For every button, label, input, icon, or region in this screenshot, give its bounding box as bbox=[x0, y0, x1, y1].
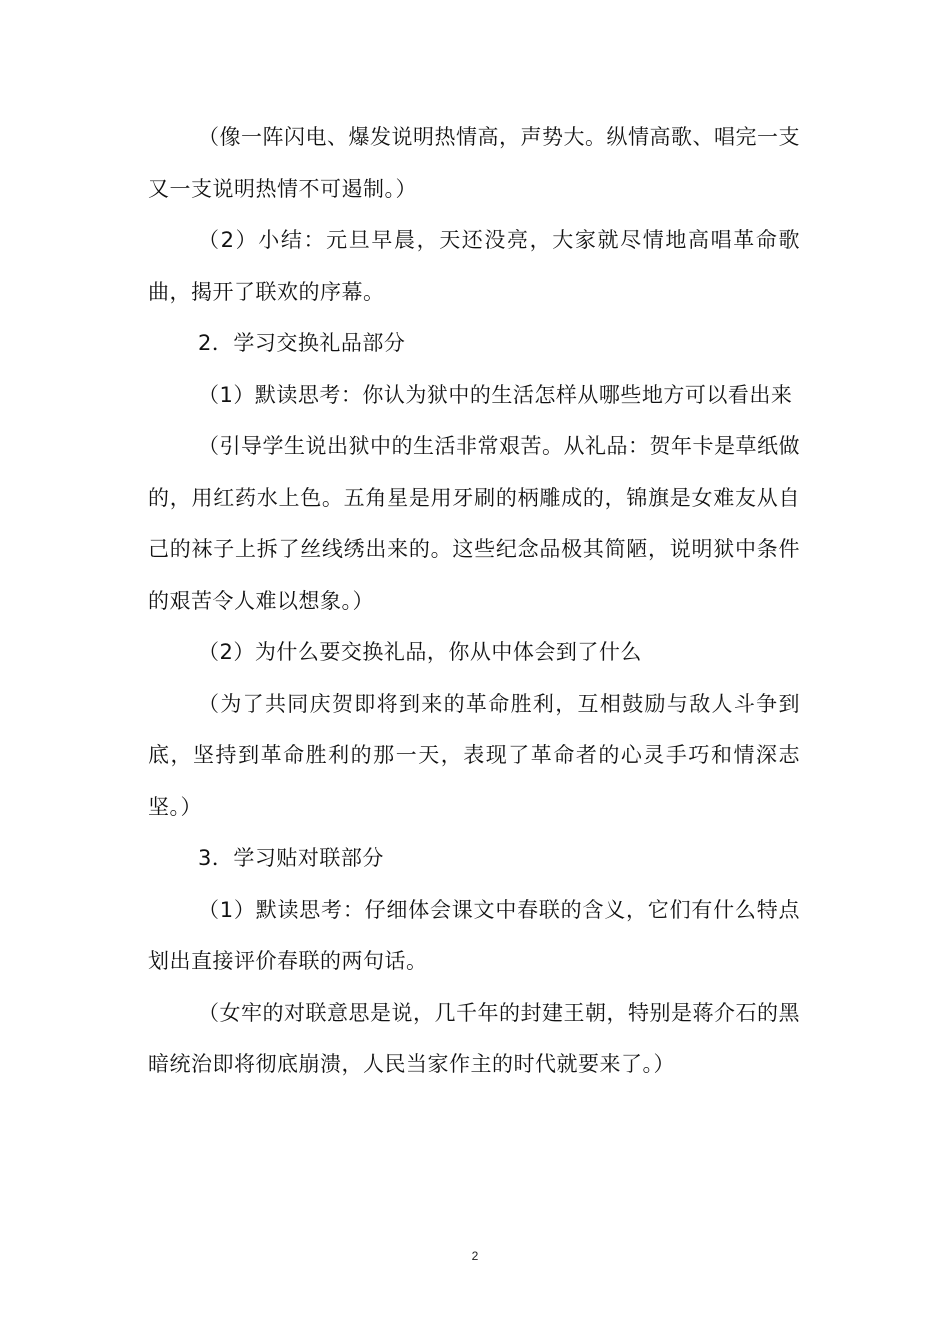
paragraph: （为了共同庆贺即将到来的革命胜利，互相鼓励与敌人斗争到底，坚持到革命胜利的那一天，表现了革命者的心灵手巧和情深志坚。） bbox=[148, 691, 800, 819]
paragraph: （1）默读思考：你认为狱中的生活怎样从哪些地方可以看出来 bbox=[198, 382, 793, 407]
paragraph: （1）默读思考：仔细体会课文中春联的含义，它们有什么特点划出直接评价春联的两句话。 bbox=[148, 897, 800, 973]
paragraph: （2）为什么要交换礼品，你从中体会到了什么 bbox=[198, 640, 642, 664]
section-heading: 3．学习贴对联部分 bbox=[198, 846, 384, 870]
paragraph: （女牢的对联意思是说，几千年的封建王朝，特别是蒋介石的黑暗统治即将彻底崩溃，人民当家作主的时代就要来了。） bbox=[148, 1000, 800, 1076]
paragraph: （2）小结：元旦早晨，天还没亮，大家就尽情地高唱革命歌曲，揭开了联欢的序幕。 bbox=[148, 228, 800, 304]
paragraph: （像一阵闪电、爆发说明热情高，声势大。纵情高歌、唱完一支又一支说明热情不可遏制。） bbox=[148, 125, 800, 201]
page-number: 2 bbox=[471, 1249, 479, 1263]
section-heading: 2．学习交换礼品部分 bbox=[198, 331, 406, 355]
document-body bbox=[148, 112, 800, 1091]
paragraph: （引导学生说出狱中的生活非常艰苦。从礼品：贺年卡是草纸做的，用红药水上色。五角星是用牙刷的柄雕成的，锦旗是女难友从自己的袜子上拆了丝线绣出来的。这些纪念品极其简陋，说明狱中条件的艰苦令人难以想象。） bbox=[148, 434, 800, 613]
